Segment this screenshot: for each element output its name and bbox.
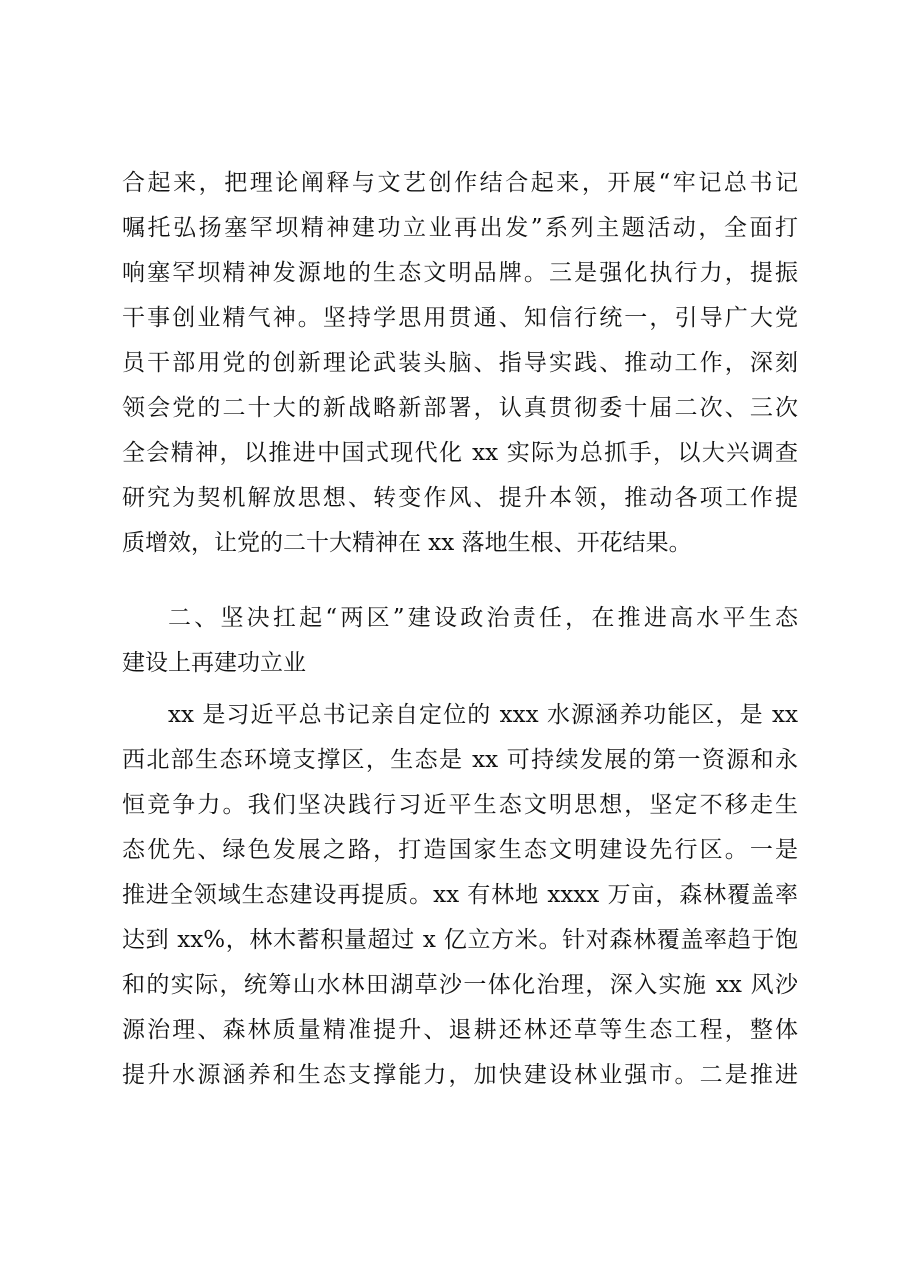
heading-line: 二、坚决扛起“两区”建设政治责任，在推进高水平生态: [168, 605, 798, 631]
text-line: 响塞罕坝精神发源地的生态文明品牌。三是强化执行力，提振: [122, 260, 798, 286]
heading-line: 建设上再建功立业: [122, 650, 306, 676]
text-line: 领会党的二十大的新战略新部署，认真贯彻委十届二次、三次: [122, 395, 798, 421]
text-line: 源治理、森林质量精准提升、退耕还林还草等生态工程，整体: [122, 1017, 798, 1043]
text-line: 嘱托弘扬塞罕坝精神建功立业再出发”系列主题活动，全面打: [122, 215, 798, 241]
text-line: 恒竞争力。我们坚决践行习近平生态文明思想，坚定不移走生: [122, 792, 798, 818]
text-line: 西北部生态环境支撑区，生态是 xx 可持续发展的第一资源和永: [122, 747, 798, 773]
text-line: 研究为契机解放思想、转变作风、提升本领，推动各项工作提: [122, 485, 798, 511]
text-line: 干事创业精气神。坚持学思用贯通、知信行统一，引导广大党: [122, 305, 798, 331]
text-line: 推进全领域生态建设再提质。xx 有林地 xxxx 万亩，森林覆盖率: [122, 882, 798, 908]
text-line: 和的实际，统筹山水林田湖草沙一体化治理，深入实施 xx 风沙: [122, 972, 798, 998]
text-line: xx 是习近平总书记亲自定位的 xxx 水源涵养功能区，是 xx: [168, 702, 798, 728]
text-line: 合起来，把理论阐释与文艺创作结合起来，开展“牢记总书记: [122, 170, 798, 196]
text-line: 提升水源涵养和生态支撑能力，加快建设林业强市。二是推进: [122, 1062, 798, 1088]
text-line: 达到 xx%，林木蓄积量超过 x 亿立方米。针对森林覆盖率趋于饱: [122, 927, 798, 953]
text-line: 全会精神，以推进中国式现代化 xx 实际为总抓手，以大兴调查: [122, 440, 798, 466]
text-line: 员干部用党的创新理论武装头脑、指导实践、推动工作，深刻: [122, 350, 798, 376]
text-line: 态优先、绿色发展之路，打造国家生态文明建设先行区。一是: [122, 837, 798, 863]
text-line: 质增效，让党的二十大精神在 xx 落地生根、开花结果。: [122, 530, 692, 556]
